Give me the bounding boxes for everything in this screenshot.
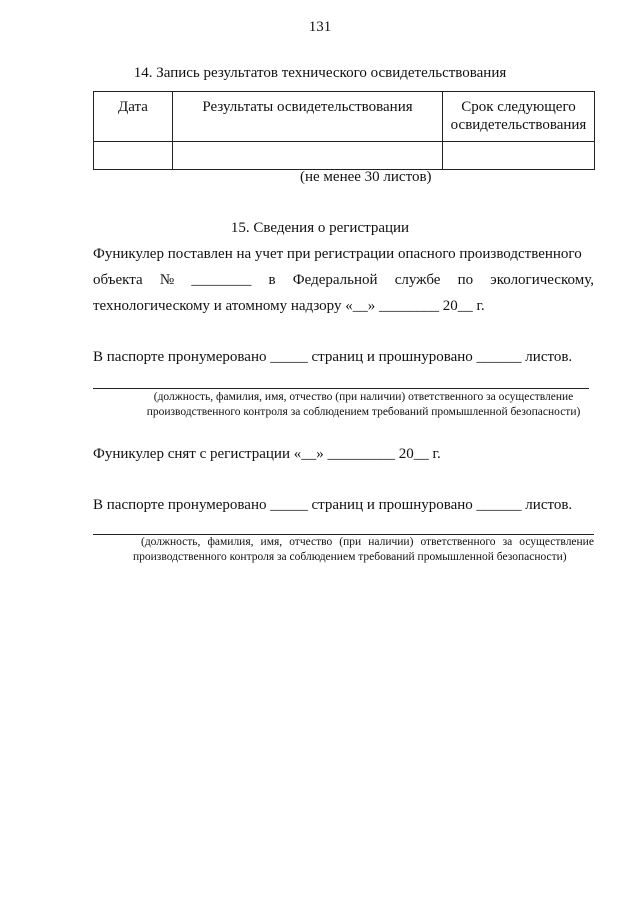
registration-line-1: Фуникулер поставлен на учет при регистрации опасного производственного bbox=[93, 246, 582, 262]
header-date: Дата bbox=[94, 92, 173, 142]
header-next-inspection: Срок следующего освидетельствования bbox=[443, 92, 595, 142]
caption-word: (при bbox=[339, 536, 362, 548]
table-header-row bbox=[94, 92, 595, 142]
caption-word: (должность, bbox=[141, 536, 201, 548]
word: службе bbox=[394, 272, 441, 288]
caption-word: фамилия, bbox=[207, 536, 254, 548]
table-cell-results[interactable] bbox=[173, 142, 443, 170]
caption-line bbox=[93, 535, 594, 550]
signature-caption-1 bbox=[93, 390, 594, 420]
word: в bbox=[268, 272, 276, 288]
registration-line-3: технологическому и атомному надзору «__» ________ 20__ г. bbox=[93, 298, 485, 314]
word: экологическому, bbox=[490, 272, 594, 288]
word: по bbox=[457, 272, 474, 288]
section-15-title: 15. Сведения о регистрации bbox=[230, 220, 410, 236]
object-number-blank[interactable]: ________ bbox=[191, 272, 252, 288]
caption-line: (должность, фамилия, имя, отчество (при наличии) ответственного за осуществление bbox=[153, 391, 574, 403]
passport-numbering-2: В паспорте пронумеровано _____ страниц и прошнуровано ______ листов. bbox=[93, 497, 573, 513]
inspection-results-table bbox=[93, 91, 595, 170]
page-number: 131 bbox=[308, 19, 332, 35]
header-results: Результаты освидетельствования bbox=[173, 92, 443, 142]
caption-word: ответственного bbox=[420, 536, 496, 548]
caption-word: за bbox=[502, 536, 513, 548]
table-cell-date[interactable] bbox=[94, 142, 173, 170]
passport-numbering-1: В паспорте пронумеровано _____ страниц и прошнуровано ______ листов. bbox=[93, 349, 573, 365]
caption-line: производственного контроля за соблюдением требований промышленной безопасности) bbox=[133, 551, 567, 563]
registration-line-2 bbox=[93, 272, 594, 289]
deregistration-line: Фуникулер снят с регистрации «__» _________ 20__ г. bbox=[93, 446, 441, 462]
section-14-title: 14. Запись результатов технического освидетельствования bbox=[133, 65, 507, 81]
sheets-note: (не менее 30 листов) bbox=[300, 169, 432, 185]
signature-caption-2 bbox=[93, 535, 594, 565]
caption-word: наличии) bbox=[368, 536, 414, 548]
caption-word: отчество bbox=[289, 536, 333, 548]
word: № bbox=[159, 272, 175, 288]
word: объекта bbox=[93, 272, 143, 288]
word: Федеральной bbox=[292, 272, 378, 288]
table-cell-next-date[interactable] bbox=[443, 142, 595, 170]
caption-word: осуществление bbox=[519, 536, 594, 548]
table-row bbox=[94, 142, 595, 170]
caption-line: производственного контроля за соблюдением требований промышленной безопасности) bbox=[146, 406, 581, 418]
caption-word: имя, bbox=[260, 536, 283, 548]
signature-line-1[interactable] bbox=[93, 388, 589, 389]
